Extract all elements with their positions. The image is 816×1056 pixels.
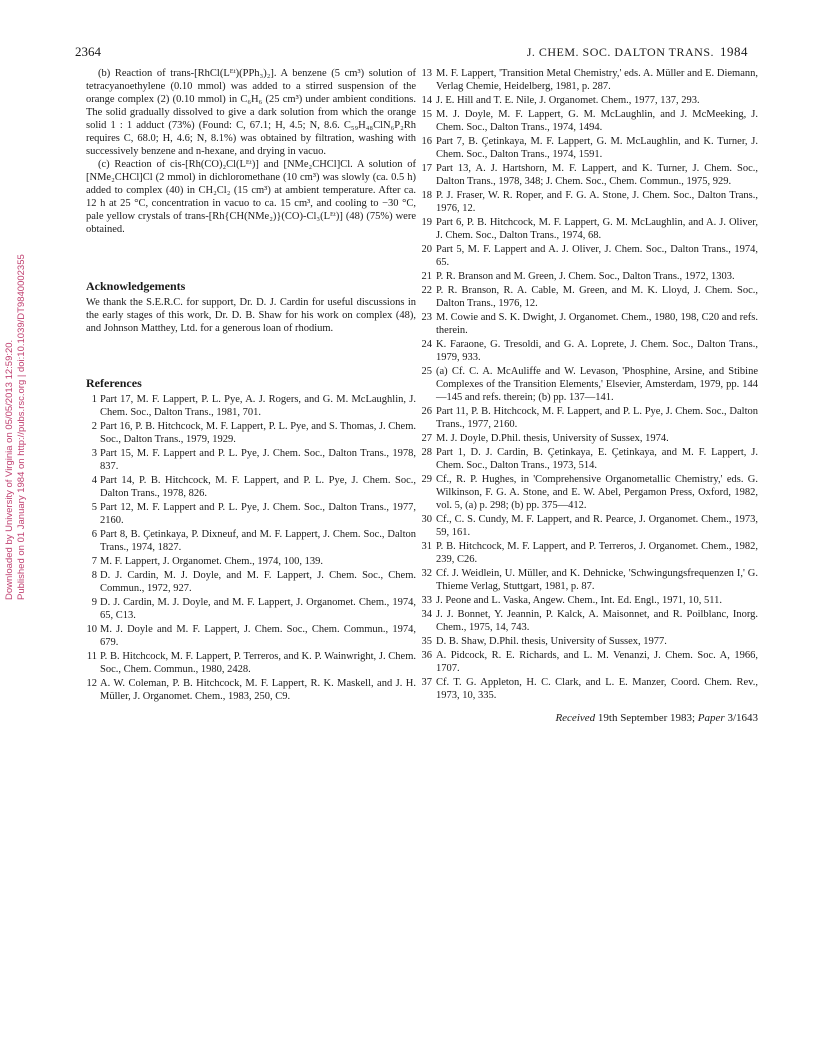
- reference-item: [420, 216, 758, 242]
- reference-text: Part 14, P. B. Hitchcock, M. F. Lappert, and P. L. Pye, J. Chem. Soc., Dalton Trans., 1978, 826.: [100, 475, 416, 499]
- reference-text: M. F. Lappert, 'Transition Metal Chemistry,' eds. A. Müller and E. Diemann, Verlag Chemie, Heidelberg, 1981, p. 287.: [436, 68, 758, 92]
- reference-text: Cf. T. G. Appleton, H. C. Clark, and L. E. Manzer, Coord. Chem. Rev., 1973, 10, 335.: [436, 677, 758, 701]
- reference-number: 34: [421, 609, 432, 620]
- reference-item: [420, 311, 758, 337]
- reference-text: Cf., R. P. Hughes, in 'Comprehensive Organometallic Chemistry,' eds. G. Wilkinson, F. G. A. Stone, and E. W. Abel, Pergamon Press, Oxford, 1982, vol. 5, (a) p. 298; (b) pp. 375—412.: [436, 474, 758, 511]
- reference-text: Part 17, M. F. Lappert, P. L. Pye, A. J. Rogers, and G. M. McLaughlin, J. Chem. Soc., Dalton Trans., 1981, 701.: [100, 394, 416, 418]
- reference-text: D. J. Cardin, M. J. Doyle, and M. F. Lappert, J. Chem. Soc., Chem. Commun., 1972, 927.: [100, 570, 416, 594]
- reference-number: 6: [91, 529, 97, 540]
- acknowledgements-heading: Acknowledgements: [86, 279, 186, 293]
- reference-item: [86, 677, 416, 703]
- reference-text: P. R. Branson, R. A. Cable, M. Green, and M. K. Lloyd, J. Chem. Soc., Dalton Trans., 1976, 12.: [436, 285, 758, 309]
- acknowledgements-text: We thank the S.E.R.C. for support, Dr. D. J. Cardin for useful discussions in the early stages of this work, Dr. D. B. Shaw for his work on complex (48), and Johnson Matthey, Ltd. for a generous loan of rhodium.: [86, 297, 416, 334]
- references-list-left: [86, 393, 416, 703]
- reference-number: 13: [421, 68, 432, 79]
- reference-item: [420, 135, 758, 161]
- reference-number: 35: [421, 636, 432, 647]
- reference-text: A. W. Coleman, P. B. Hitchcock, M. F. Lappert, R. K. Maskell, and J. H. Müller, J. Organomet. Chem., 1983, 250, C9.: [100, 678, 416, 702]
- reference-number: 12: [86, 678, 97, 689]
- reference-number: 17: [421, 163, 432, 174]
- reference-text: P. B. Hitchcock, M. F. Lappert, P. Terreros, and K. P. Wainwright, J. Chem. Soc., Chem. Commun., 1980, 2428.: [100, 651, 416, 675]
- paper-label: Paper: [697, 712, 725, 724]
- reference-item: [86, 650, 416, 676]
- page-number: 2364: [75, 44, 101, 59]
- body-paragraph-c: (c) Reaction of cis-[Rh(CO)₂Cl(Lᴱᵗ)] and [NMe₂CHCl]Cl. A solution of [NMe₂CHCl]Cl (2 mmol) in dichloromethane (10 cm³) was slowly (ca. 0.5 h) added to complex (40) in CH₂Cl₂ (15 cm³) at ambient temperature. After ca. 12 h at 25 °C, concentration in vacuo to ca. 15 cm³, and cooling to −30 °C, pale yellow crystals of trans-[Rh{CH(NMe₂)}(CO)-Cl₃(Lᴱᵗ)] (48) (75%) were obtained.: [86, 159, 416, 235]
- reference-text: M. Cowie and S. K. Dwight, J. Organomet. Chem., 1980, 198, C20 and refs. therein.: [436, 312, 758, 336]
- reference-item: [420, 676, 758, 702]
- received-label: Received: [555, 712, 596, 724]
- reference-item: [420, 365, 758, 404]
- reference-item: [86, 569, 416, 595]
- reference-item: [420, 189, 758, 215]
- reference-text: Part 6, P. B. Hitchcock, M. F. Lappert, G. M. McLaughlin, and A. J. Oliver, J. Chem. Soc., Dalton Trans., 1974, 68.: [436, 217, 758, 241]
- reference-number: 31: [421, 541, 432, 552]
- reference-text: P. B. Hitchcock, M. F. Lappert, and P. Terreros, J. Organomet. Chem., 1982, 239, C26.: [436, 541, 758, 565]
- body-paragraph-b: (b) Reaction of trans-[RhCl(Lᴱᵗ)(PPh₃)₂]. A benzene (5 cm³) solution of tetracyanoethylene (0.10 mmol) was added to a stirred suspension of the orange complex (2) (0.10 mmol) in C₆H₆ (25 cm³) under ambient conditions. The solid gradually dissolved to give a dark solution from which the orange solid 1 : 1 adduct (73%) (Found: C, 67.1; H, 4.5; N, 8.6. C₅₉H₄₈ClN₆P₂Rh requires C, 68.0; H, 4.6; N, 8.1%) was obtained by filtration, washing with successively benzene and n-hexane, and drying in vacuo.: [86, 68, 416, 157]
- reference-number: 24: [421, 339, 432, 350]
- journal-year: 1984: [720, 44, 748, 59]
- reference-number: 5: [91, 502, 97, 513]
- reference-text: J. E. Hill and T. E. Nile, J. Organomet. Chem., 1977, 137, 293.: [436, 95, 700, 106]
- reference-number: 26: [421, 406, 432, 417]
- reference-number: 29: [421, 474, 432, 485]
- references-heading: References: [86, 376, 142, 390]
- reference-text: Part 13, A. J. Hartshorn, M. F. Lappert, and K. Turner, J. Chem. Soc., Dalton Trans., 1978, 348; J. Chem. Soc., Chem. Commun., 1975, 929.: [436, 163, 758, 187]
- reference-item: [420, 594, 758, 607]
- download-watermark: [4, 255, 26, 600]
- reference-text: M. J. Doyle, M. F. Lappert, G. M. McLaughlin, and J. McMeeking, J. Chem. Soc., Dalton Trans., 1974, 1494.: [436, 109, 758, 133]
- reference-item: [420, 284, 758, 310]
- reference-number: 23: [421, 312, 432, 323]
- paper-number: 3/1643: [727, 712, 758, 724]
- reference-number: 14: [421, 95, 432, 106]
- reference-number: 7: [91, 556, 97, 567]
- reference-item: [86, 474, 416, 500]
- reference-text: Part 8, B. Çetinkaya, P. Dixneuf, and M. F. Lappert, J. Chem. Soc., Dalton Trans., 1974, 1827.: [100, 529, 416, 553]
- reference-text: M. J. Doyle and M. F. Lappert, J. Chem. Soc., Chem. Commun., 1974, 679.: [100, 624, 416, 648]
- reference-number: 15: [421, 109, 432, 120]
- download-notice: Downloaded by University of Virginia on 05/05/2013 12:59:20.: [4, 339, 15, 600]
- reference-text: J. Peone and L. Vaska, Angew. Chem., Int. Ed. Engl., 1971, 10, 511.: [436, 595, 722, 606]
- reference-number: 22: [421, 285, 432, 296]
- journal-title: J. CHEM. SOC. DALTON TRANS.: [526, 45, 714, 59]
- reference-item: [86, 447, 416, 473]
- reference-text: M. F. Lappert, J. Organomet. Chem., 1974, 100, 139.: [100, 556, 323, 567]
- reference-text: J. J. Bonnet, Y. Jeannin, P. Kalck, A. Maisonnet, and R. Poilblanc, Inorg. Chem., 1975, 14, 743.: [436, 609, 758, 633]
- reference-text: P. J. Fraser, W. R. Roper, and F. G. A. Stone, J. Chem. Soc., Dalton Trans., 1976, 12.: [436, 190, 758, 214]
- reference-text: D. J. Cardin, M. J. Doyle, and M. F. Lappert, J. Organomet. Chem., 1974, 65, C13.: [100, 597, 416, 621]
- reference-number: 2: [91, 421, 97, 432]
- reference-item: [420, 162, 758, 188]
- reference-item: [420, 270, 758, 283]
- received-line: [420, 712, 758, 725]
- references-list-right: [420, 67, 758, 702]
- reference-item: [420, 243, 758, 269]
- reference-text: Cf., C. S. Cundy, M. F. Lappert, and R. Pearce, J. Organomet. Chem., 1973, 59, 161.: [436, 514, 758, 538]
- reference-text: (a) Cf. C. A. McAuliffe and W. Levason, 'Phosphine, Arsine, and Stibine Complexes of the Transition Elements,' Elsevier, Amsterdam, 1979, pp. 144—145 and refs. therein; (b) pp. 137—141.: [436, 366, 758, 403]
- doi-link[interactable]: Published on 01 January 1984 on http://pubs.rsc.org | doi:10.1039/DT9840002355: [16, 254, 27, 600]
- reference-text: Part 15, M. F. Lappert and P. L. Pye, J. Chem. Soc., Dalton Trans., 1978, 837.: [100, 448, 416, 472]
- reference-item: [420, 446, 758, 472]
- reference-item: [420, 473, 758, 512]
- reference-text: Part 7, B. Çetinkaya, M. F. Lappert, G. M. McLaughlin, and K. Turner, J. Chem. Soc., Dalton Trans., 1974, 1591.: [436, 136, 758, 160]
- journal-header: [527, 44, 748, 60]
- reference-item: [86, 596, 416, 622]
- reference-number: 32: [421, 568, 432, 579]
- reference-number: 4: [91, 475, 97, 486]
- reference-text: M. J. Doyle, D.Phil. thesis, University of Sussex, 1974.: [436, 433, 669, 444]
- reference-text: Cf. J. Weidlein, U. Müller, and K. Dehnicke, 'Schwingungsfrequenzen I,' G. Thieme Verlag, Stuttgart, 1981, p. 87.: [436, 568, 758, 592]
- reference-text: Part 1, D. J. Cardin, B. Çetinkaya, E. Çetinkaya, and M. F. Lappert, J. Chem. Soc., Dalton Trans., 1973, 514.: [436, 447, 758, 471]
- reference-item: [420, 338, 758, 364]
- left-column: [86, 67, 416, 704]
- reference-item: [86, 528, 416, 554]
- reference-item: [420, 649, 758, 675]
- reference-text: Part 5, M. F. Lappert and A. J. Oliver, J. Chem. Soc., Dalton Trans., 1974, 65.: [436, 244, 758, 268]
- reference-item: [86, 501, 416, 527]
- reference-number: 10: [86, 624, 97, 635]
- reference-text: A. Pidcock, R. E. Richards, and L. M. Venanzi, J. Chem. Soc. A, 1966, 1707.: [436, 650, 758, 674]
- reference-number: 11: [86, 651, 97, 662]
- reference-number: 18: [421, 190, 432, 201]
- reference-number: 8: [91, 570, 97, 581]
- reference-item: [420, 94, 758, 107]
- reference-number: 20: [421, 244, 432, 255]
- reference-item: [420, 540, 758, 566]
- reference-number: 16: [421, 136, 432, 147]
- reference-item: [420, 567, 758, 593]
- reference-number: 28: [421, 447, 432, 458]
- reference-number: 33: [421, 595, 432, 606]
- reference-number: 36: [421, 650, 432, 661]
- reference-number: 37: [421, 677, 432, 688]
- reference-text: K. Faraone, G. Tresoldi, and G. A. Loprete, J. Chem. Soc., Dalton Trans., 1979, 933.: [436, 339, 758, 363]
- reference-item: [420, 513, 758, 539]
- reference-number: 27: [421, 433, 432, 444]
- reference-number: 30: [421, 514, 432, 525]
- reference-number: 19: [421, 217, 432, 228]
- reference-text: P. R. Branson and M. Green, J. Chem. Soc., Dalton Trans., 1972, 1303.: [436, 271, 735, 282]
- reference-text: Part 12, M. F. Lappert and P. L. Pye, J. Chem. Soc., Dalton Trans., 1977, 2160.: [100, 502, 416, 526]
- reference-text: Part 11, P. B. Hitchcock, M. F. Lappert, and P. L. Pye, J. Chem. Soc., Dalton Trans., 1977, 2160.: [436, 406, 758, 430]
- reference-number: 25: [421, 366, 432, 377]
- reference-number: 21: [421, 271, 432, 282]
- reference-item: [420, 108, 758, 134]
- received-date: 19th September 1983;: [597, 712, 696, 724]
- right-column: [420, 67, 758, 725]
- reference-item: [420, 635, 758, 648]
- reference-item: [420, 405, 758, 431]
- reference-item: [86, 555, 416, 568]
- reference-number: 1: [91, 394, 97, 405]
- reference-number: 9: [91, 597, 97, 608]
- reference-item: [86, 420, 416, 446]
- reference-item: [420, 608, 758, 634]
- reference-number: 3: [91, 448, 97, 459]
- reference-text: D. B. Shaw, D.Phil. thesis, University of Sussex, 1977.: [436, 636, 667, 647]
- reference-item: [86, 393, 416, 419]
- reference-text: Part 16, P. B. Hitchcock, M. F. Lappert, P. L. Pye, and S. Thomas, J. Chem. Soc., Dalton Trans., 1979, 1929.: [100, 421, 416, 445]
- reference-item: [86, 623, 416, 649]
- reference-item: [420, 432, 758, 445]
- reference-item: [420, 67, 758, 93]
